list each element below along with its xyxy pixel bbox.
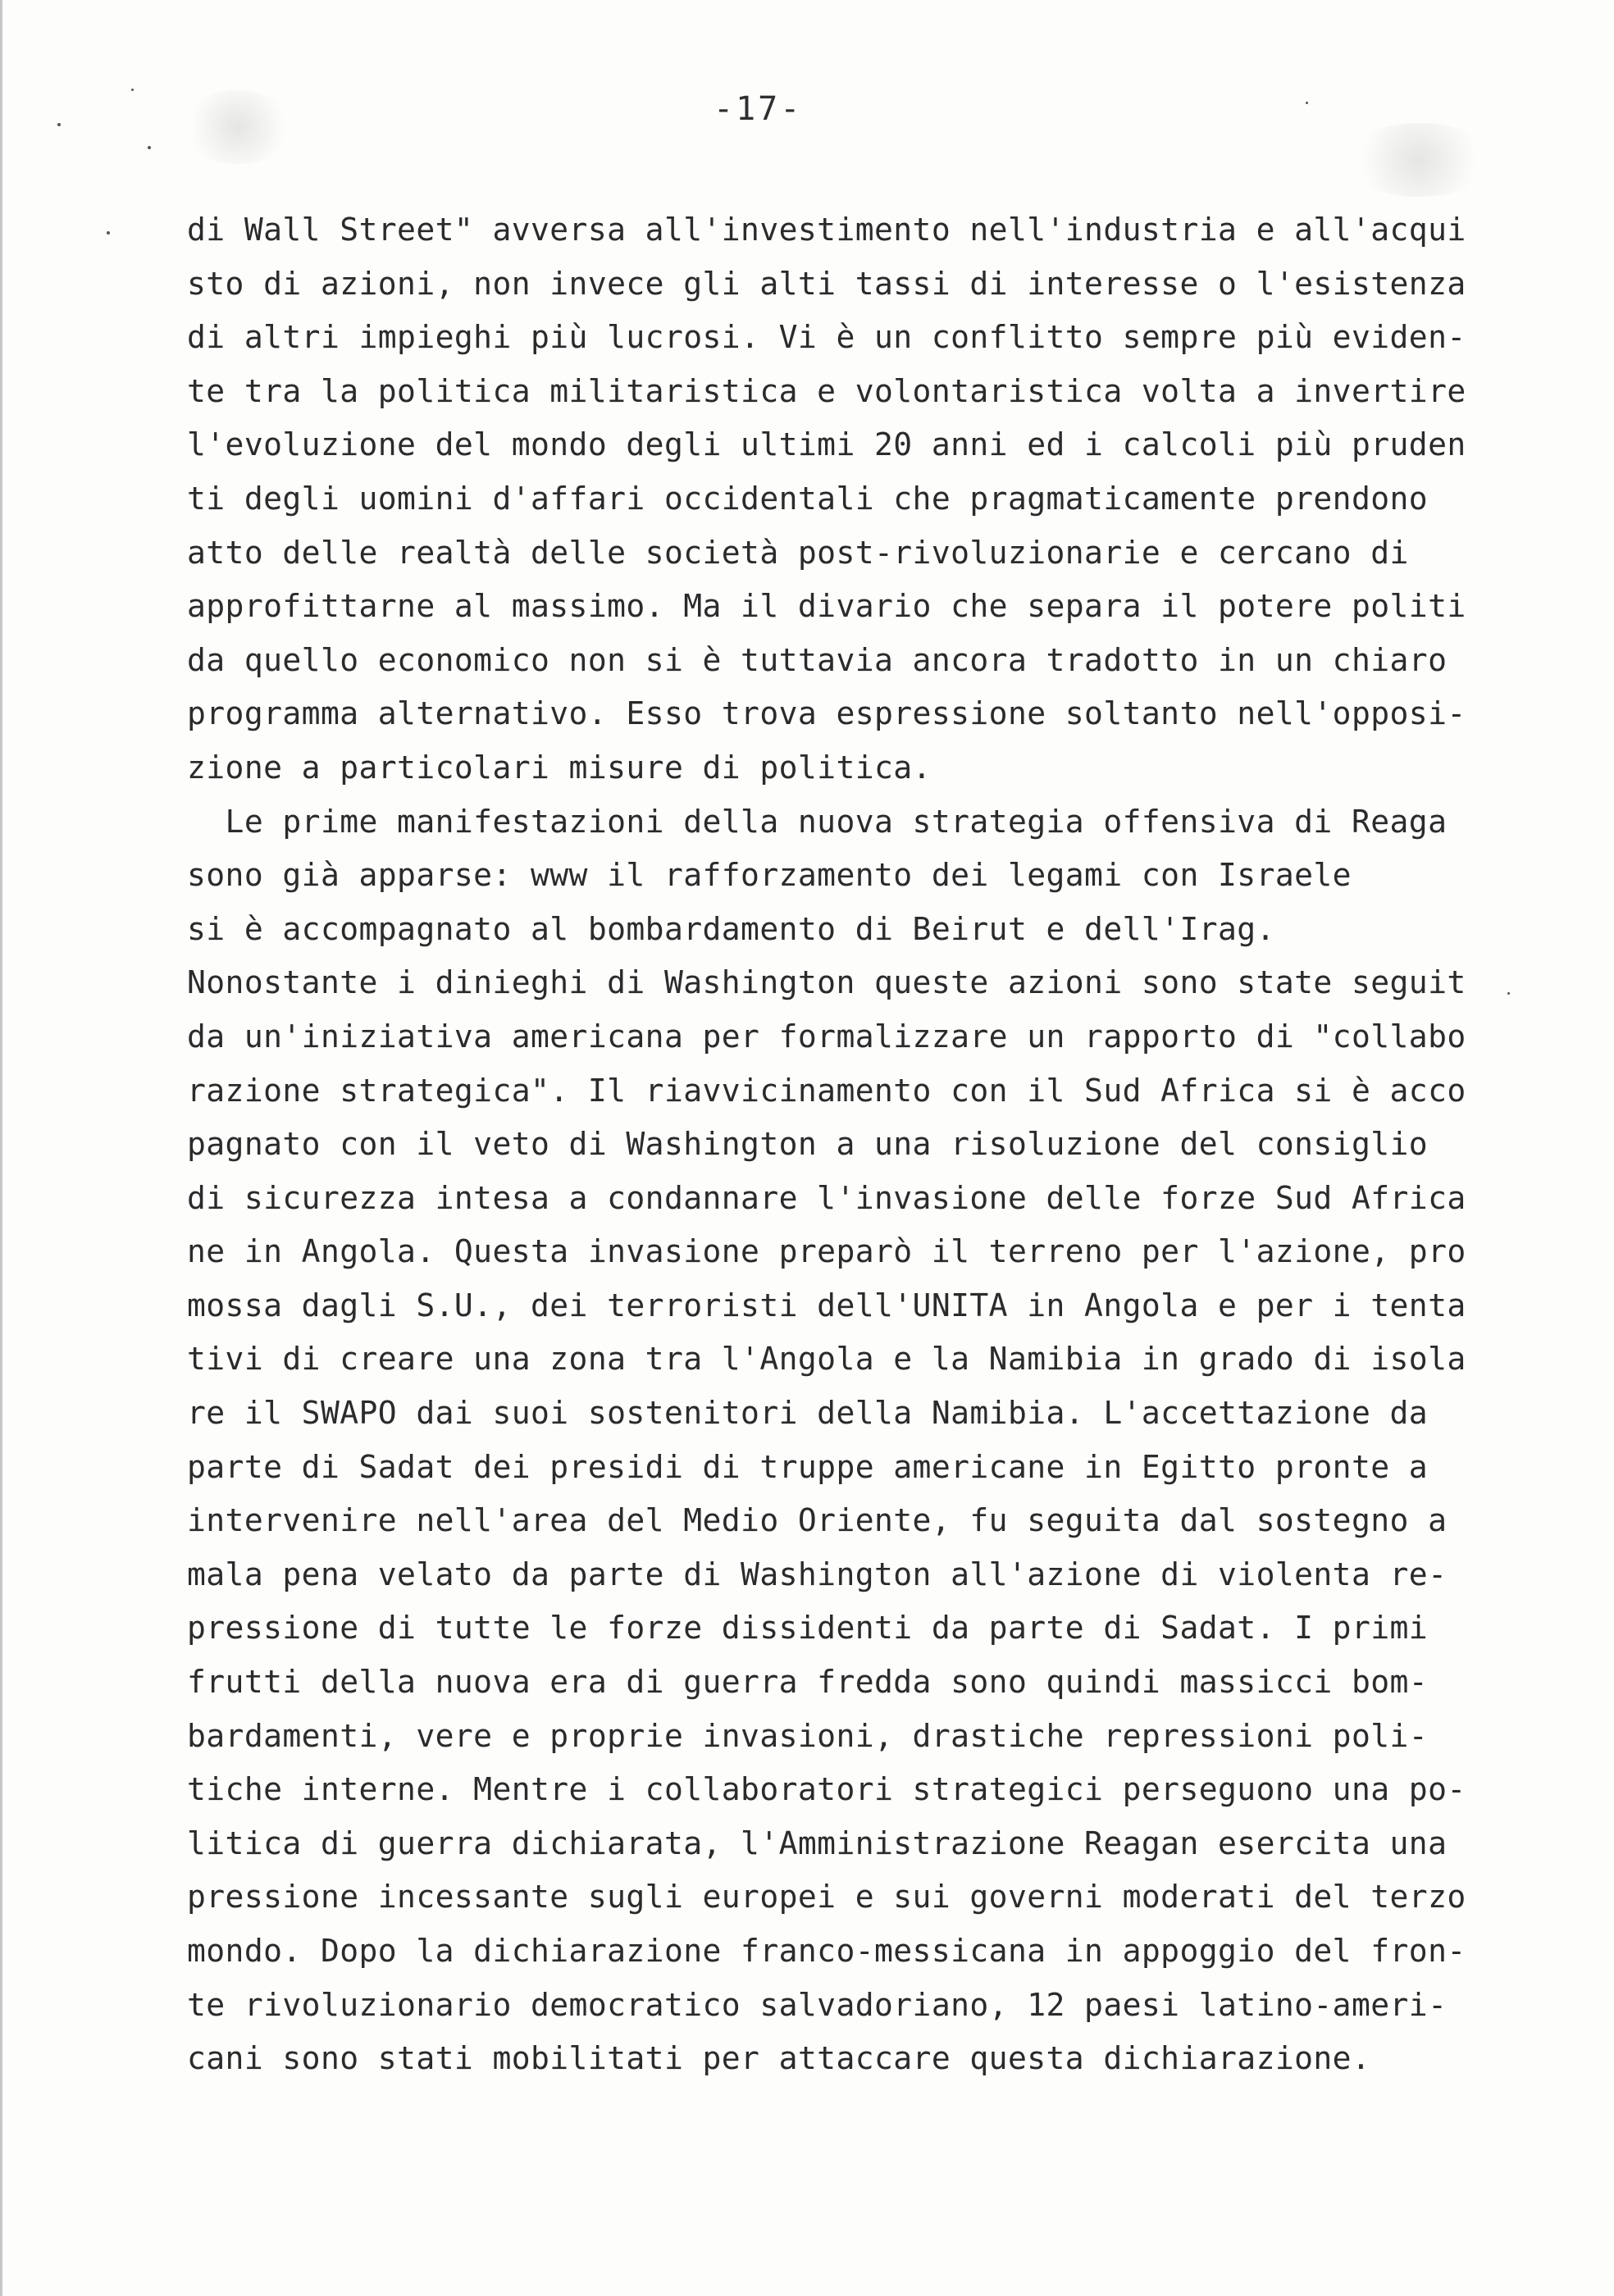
text-line: te rivoluzionario democratico salvadoriano, 12 paesi latino-ameri- (187, 1986, 1448, 2023)
page-number: -17- (714, 90, 803, 128)
text-line: mossa dagli S.U., dei terroristi dell'UNITA in Angola e per i tenta (187, 1287, 1466, 1323)
text-line: tivi di creare una zona tra l'Angola e la Namibia in grado di isola (187, 1341, 1466, 1378)
text-line: Le prime manifestazioni della nuova strategia offensiva di Reaga (187, 803, 1448, 840)
text-line: di Wall Street" avversa all'investimento nell'industria e all'acqui (187, 212, 1466, 248)
scan-smudge (1345, 123, 1493, 197)
text-line: ti degli uomini d'affari occidentali che pragmaticamente prendono (187, 480, 1429, 517)
scan-speck (131, 89, 134, 91)
text-line: pressione incessante sugli europei e sui governi moderati del terzo (187, 1879, 1466, 1916)
text-line: programma alternativo. Esso trova espressione soltanto nell'opposi- (187, 695, 1466, 732)
text-line: l'evoluzione del mondo degli ultimi 20 anni ed i calcoli più pruden (187, 426, 1466, 463)
scan-speck (107, 231, 110, 235)
scan-edge-line (0, 0, 2, 2296)
text-line: re il SWAPO dai suoi sostenitori della Namibia. L'accettazione da (187, 1395, 1429, 1432)
text-line: razione strategica". Il riavvicinamento con il Sud Africa si è acco (187, 1072, 1466, 1109)
text-line: litica di guerra dichiarata, l'Amministrazione Reagan esercita una (187, 1824, 1448, 1861)
text-line: pressione di tutte le forze dissidenti da parte di Sadat. I primi (187, 1610, 1429, 1647)
text-line: si è accompagnato al bombardamento di Beirut e dell'Irag. (187, 910, 1275, 947)
text-line: di altri impieghi più lucrosi. Vi è un conflitto sempre più eviden- (187, 319, 1466, 356)
text-line: di sicurezza intesa a condannare l'invasione delle forze Sud Africa (187, 1179, 1466, 1216)
text-line: bardamenti, vere e proprie invasioni, drastiche repressioni poli- (187, 1717, 1429, 1754)
text-line: approfittarne al massimo. Ma il divario che separa il potere politi (187, 588, 1466, 625)
text-line: frutti della nuova era di guerra fredda sono quindi massicci bom- (187, 1664, 1429, 1701)
scan-speck (57, 123, 61, 126)
text-line: te tra la politica militaristica e volontaristica volta a invertire (187, 372, 1466, 409)
text-line: mondo. Dopo la dichiarazione franco-messicana in appoggio del fron- (187, 1933, 1466, 1969)
scan-speck (1306, 102, 1308, 104)
text-line: sono già apparse: www il rafforzamento dei legami con Israele (187, 857, 1352, 894)
text-line: parte di Sadat dei presidi di truppe americane in Egitto pronte a (187, 1448, 1429, 1485)
text-line: Nonostante i dinieghi di Washington queste azioni sono state seguit (187, 964, 1466, 1001)
text-line: da un'iniziativa americana per formalizzare un rapporto di "collabo (187, 1018, 1466, 1055)
text-line: sto di azioni, non invece gli alti tassi di interesse o l'esistenza (187, 265, 1466, 302)
scan-speck (148, 146, 151, 149)
text-line: ne in Angola. Questa invasione preparò il terreno per l'azione, pro (187, 1233, 1466, 1270)
body-text (187, 203, 1581, 2086)
text-line: zione a particolari misure di politica. (187, 749, 932, 786)
text-line: pagnato con il veto di Washington a una risoluzione del consiglio (187, 1126, 1429, 1163)
text-line: tiche interne. Mentre i collaboratori strategici perseguono una po- (187, 1771, 1466, 1808)
text-line: da quello economico non si è tuttavia ancora tradotto in un chiaro (187, 641, 1448, 678)
text-line: atto delle realtà delle società post-rivoluzionarie e cercano di (187, 534, 1409, 571)
text-line: mala pena velato da parte di Washington all'azione di violenta re- (187, 1556, 1448, 1592)
text-line: cani sono stati mobilitati per attaccare questa dichiarazione. (187, 2040, 1371, 2077)
scan-smudge (180, 90, 295, 164)
text-line: intervenire nell'area del Medio Oriente, fu seguita dal sostegno a (187, 1502, 1448, 1539)
